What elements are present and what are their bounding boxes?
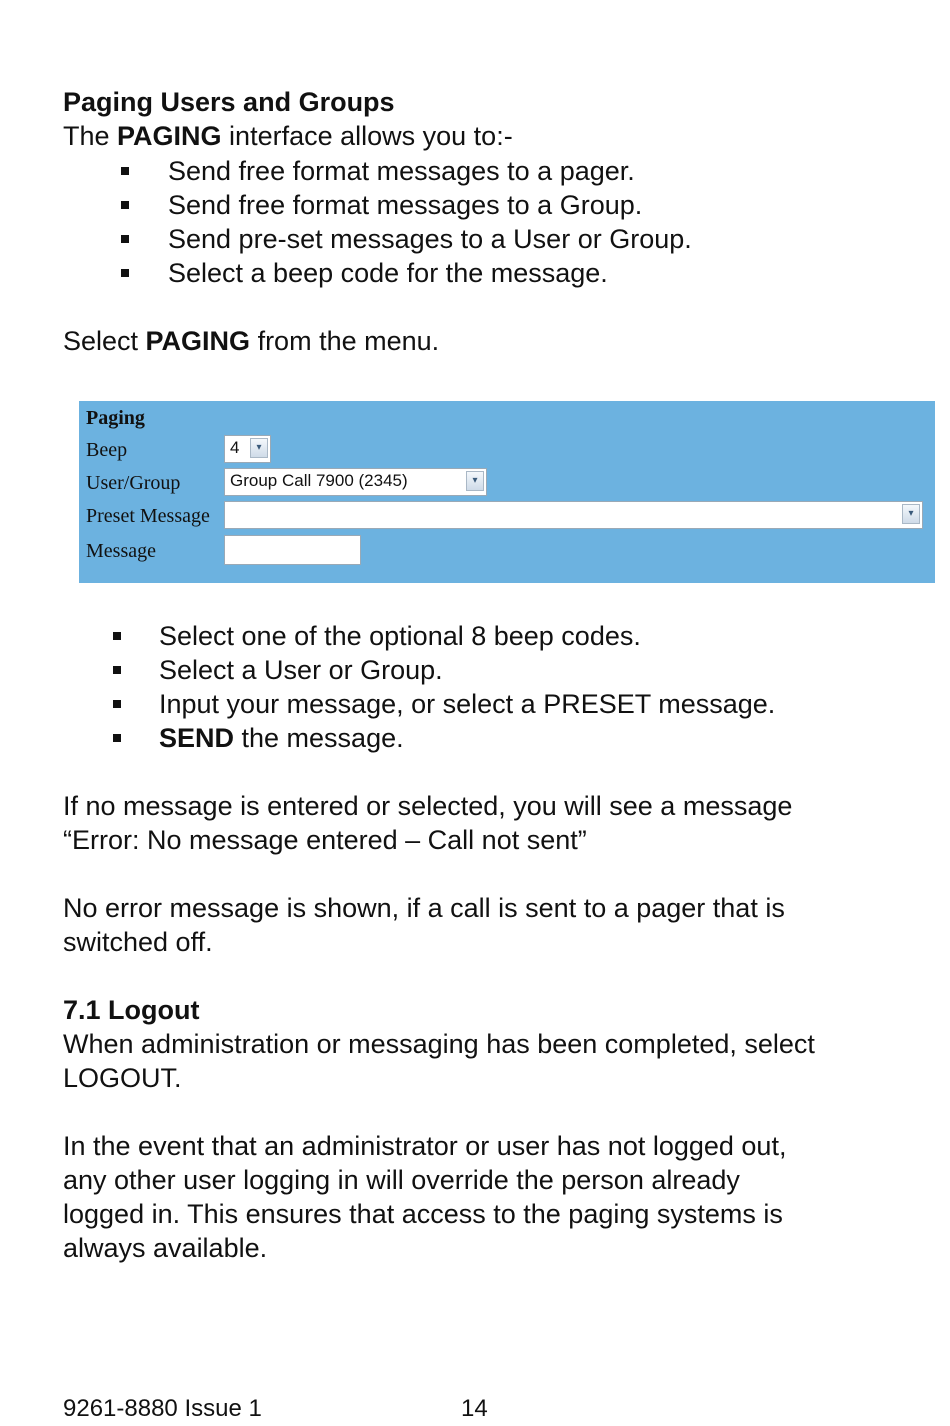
section-heading: Paging Users and Groups — [63, 87, 395, 117]
bullet-icon — [113, 666, 121, 674]
logout-text-line-1: When administration or messaging has been completed, select — [63, 1029, 815, 1059]
error-note-line-2: “Error: No message entered – Call not sent” — [63, 825, 587, 855]
override-text-line-3: logged in. This ensures that access to the paging systems is — [63, 1199, 783, 1229]
intro-bold: PAGING — [117, 121, 222, 151]
bullet-icon — [113, 632, 121, 640]
bullet-icon — [121, 269, 129, 277]
logout-text-line-2: LOGOUT. — [63, 1063, 182, 1093]
select-paging-line: Select PAGING from the menu. — [63, 326, 440, 356]
intro-post: interface allows you to:- — [221, 121, 513, 151]
intro-pre: The — [63, 121, 118, 151]
bullet-icon — [113, 734, 121, 742]
override-text-line-2: any other user logging in will override the person already — [63, 1165, 740, 1195]
bullet-icon — [121, 201, 129, 209]
override-text-line-1: In the event that an administrator or user has not logged out, — [63, 1131, 787, 1161]
user-group-select[interactable]: Group Call 7900 (2345) ▾ — [224, 468, 487, 496]
page-number: 14 — [461, 1395, 488, 1422]
logout-heading: 7.1 Logout — [63, 995, 200, 1025]
paging-form-panel — [79, 401, 935, 583]
bullet-icon — [121, 235, 129, 243]
off-note-line-2: switched off. — [63, 927, 213, 957]
user-group-label: User/Group — [86, 472, 181, 494]
preset-message-label: Preset Message — [86, 505, 210, 527]
override-text-line-4: always available. — [63, 1233, 268, 1263]
beep-label: Beep — [86, 439, 128, 461]
footer-doc-id: 9261-8880 Issue 1 — [63, 1395, 262, 1422]
message-input[interactable] — [224, 535, 361, 565]
message-label: Message — [86, 540, 156, 562]
chevron-down-icon[interactable]: ▾ — [466, 471, 484, 491]
form-title: Paging — [86, 407, 145, 429]
error-note-line-1: If no message is entered or selected, you will see a message — [63, 791, 793, 821]
preset-message-select[interactable] — [224, 501, 923, 529]
chevron-down-icon[interactable]: ▾ — [250, 438, 268, 458]
chevron-down-icon[interactable]: ▾ — [902, 504, 920, 524]
bullet-icon — [113, 700, 121, 708]
intro-line — [63, 119, 513, 153]
beep-select[interactable]: 4 ▾ — [224, 435, 271, 463]
bullet-icon — [121, 167, 129, 175]
off-note-line-1: No error message is shown, if a call is sent to a pager that is — [63, 893, 785, 923]
